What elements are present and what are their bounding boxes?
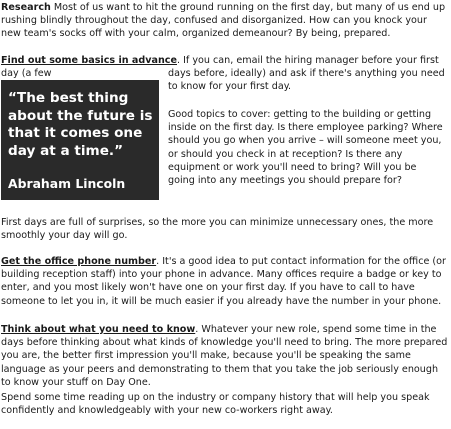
section1-heading: Find out some basics in advance [1, 55, 177, 66]
intro-text: Most of us want to hit the ground running on the first day, but many of us end up rushing blindly throughout the day, confused and disorganized. How can you knock your new team's socks off with your calm, organized demeanour? By being, prepared. [1, 2, 446, 40]
quote-author: Abraham Lincoln [8, 176, 126, 191]
section1-text-continued: days before, ideally) and ask if there's anything you need to know for your first day. [168, 68, 445, 93]
quote-text: “The best thing about the future is that it comes one day at a time.” [8, 90, 153, 159]
section2-paragraph [1, 255, 449, 308]
section2-text: . It's a good idea to put contact information for the office (or building reception staff) into your phone in advance. Many offices require a badge or key to enter, and you most likely won't have one on your first day. If you have to call to have someone to let you in, it will be much easier if you already have the number in your phone. [1, 256, 446, 307]
section3-closing: Spend some time reading up on the industry or company history that will help you speak confidently and knowledgeably with your new co-workers right away. [1, 392, 430, 417]
section1-closing: First days are full of surprises, so the more you can minimize unnecessary ones, the more smoothly your day will go. [1, 217, 434, 242]
section3-paragraph [1, 323, 449, 389]
section1-topics: Good topics to cover: getting to the building or getting inside on the first day. Is there employee parking? Where should you go when you arrive – will someone meet you, or should you check in at reception? Is there any equipment or work you'll need to bring? Will you be going into any meetings you should prepare for? [168, 109, 443, 187]
research-label: Research [1, 2, 51, 13]
section3-text: . Whatever your new role, spend some time in the days before thinking about what kinds of knowledge you'll need to bring. The more prepared you are, the better first impression you'll make, because you'll be speaking the same language as your peers and demonstrating to them that you take the job seriously enough to know your stuff on Day One. [1, 324, 448, 388]
intro-paragraph [1, 1, 449, 41]
section3-heading: Think about what you need to know [1, 324, 196, 335]
section1-text-first: . If you can, email the hiring manager before your first day (a few [1, 55, 439, 80]
section2-heading: Get the office phone number [1, 256, 157, 267]
quote-box [1, 80, 159, 200]
